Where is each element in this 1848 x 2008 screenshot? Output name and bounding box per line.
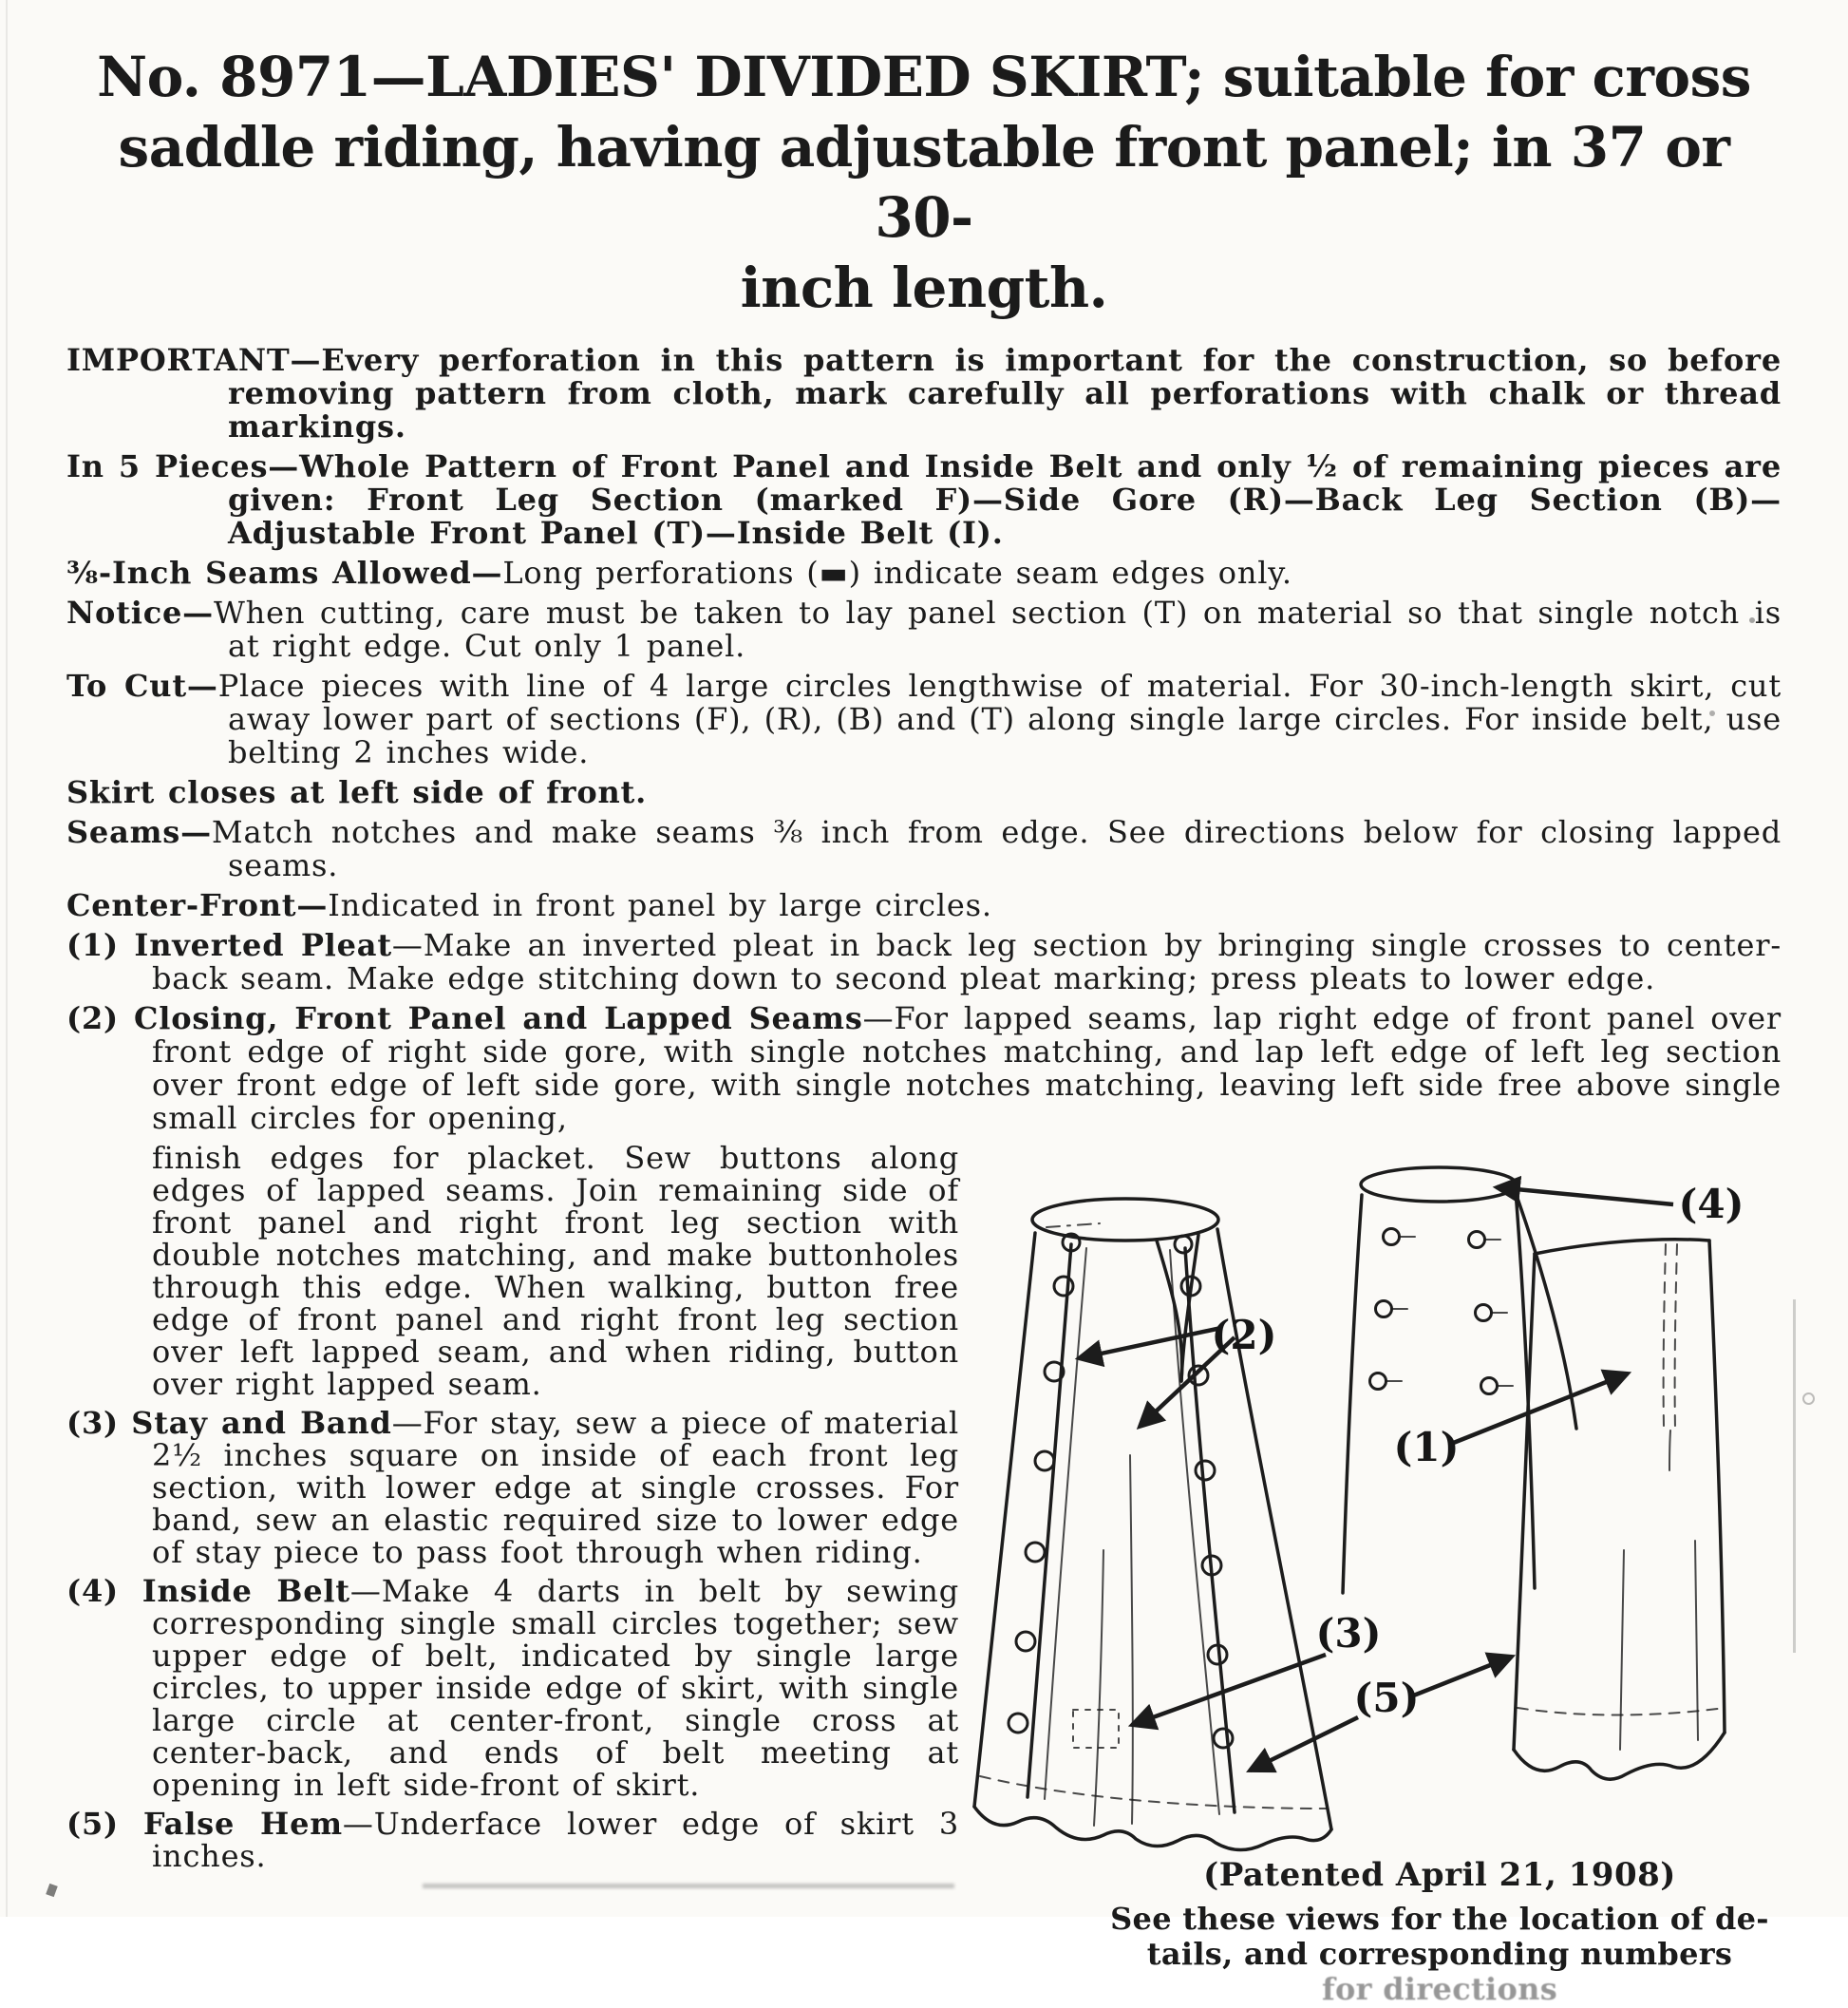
left-text-column xyxy=(66,1142,959,1879)
arrow-to-front-hem xyxy=(1250,1717,1358,1771)
pleat-seam-dashed-b xyxy=(1675,1244,1677,1429)
back-top-edge xyxy=(1535,1240,1709,1254)
step-3-text: —For stay, sew a piece of material 2½ inches square on inside of each front leg section, with lower edge at single crosses. For band, sew an elastic required size to lower edge of stay piece to pass foot through when riding. xyxy=(152,1405,959,1570)
para-center-front xyxy=(66,889,1782,922)
back-crease-a xyxy=(1620,1550,1624,1750)
scan-artifact-right-rule xyxy=(1793,1299,1796,1653)
step-2-closing-wide xyxy=(66,1002,1782,1135)
stay-dotted-square xyxy=(1073,1710,1119,1748)
step-2-label: Closing, Front Panel and Lapped Seams xyxy=(133,1000,863,1036)
arrow-to-belt xyxy=(1497,1187,1673,1204)
scan-artifact-left-edge xyxy=(6,0,8,1917)
para-center-front-label: Center-Front— xyxy=(66,887,329,923)
step-4-number: (4) xyxy=(66,1573,119,1609)
para-notice-text: When cutting, care must be taken to lay panel section (T) on material so that single notch is at right edge. Cut only 1 panel. xyxy=(213,595,1782,664)
title-line-2: saddle riding, having adjustable front panel; in 37 or 30- xyxy=(118,115,1730,250)
step-1-number: (1) xyxy=(66,927,119,963)
panel-right-seam xyxy=(1516,1191,1535,1588)
buttonhole-column-left xyxy=(1370,1229,1416,1390)
instructions-body xyxy=(66,344,1782,2008)
scan-artifact-speck xyxy=(46,1884,58,1897)
step-5-label: False Hem xyxy=(142,1806,343,1842)
arrow-to-back-hem xyxy=(1411,1657,1512,1696)
step-4-inside-belt xyxy=(66,1575,959,1801)
para-skirt-closes xyxy=(66,776,1782,809)
caption-line-3: for directions xyxy=(1321,1971,1558,2007)
para-seams-text: Match notches and make seams ⅜ inch from edge. See directions below for closing lapped seams. xyxy=(211,814,1782,883)
para-to-cut xyxy=(66,670,1782,769)
step-1-inverted-pleat xyxy=(66,929,1782,995)
waist-center-mark xyxy=(1047,1223,1100,1227)
panel-top-opening xyxy=(1361,1167,1517,1202)
step-2-number: (2) xyxy=(66,1000,119,1036)
front-panel-view xyxy=(1343,1167,1576,1593)
pleat-seam-dashed-a xyxy=(1664,1244,1666,1427)
arrow-to-pleat xyxy=(1451,1373,1628,1444)
step-4-label: Inside Belt xyxy=(141,1573,350,1609)
crease-line-b xyxy=(1094,1550,1103,1826)
step-2-text-wide: —For lapped seams, lap right edge of front panel over front edge of right side gore, with single notches matching, and lap left edge of left leg section over front edge of left side gore, with single notches matching, leaving left side free above single small circles for opening, xyxy=(152,1000,1782,1136)
step-5-text: —Underface lower edge of skirt 3 inches. xyxy=(152,1806,959,1874)
para-seams-allowed-label: ⅜-Inch Seams Allowed— xyxy=(66,555,503,591)
para-important-label: IMPORTANT— xyxy=(66,342,322,378)
back-hem-wavy xyxy=(1514,1733,1725,1779)
button-row-left xyxy=(1009,1234,1080,1733)
step-5-false-hem xyxy=(66,1808,959,1872)
scan-artifact-dot-1 xyxy=(1802,1392,1815,1405)
two-column-region xyxy=(66,1142,1782,2008)
back-right-edge xyxy=(1709,1241,1725,1733)
caption-line-2: tails, and corresponding numbers xyxy=(1146,1936,1733,1972)
title-line-1: No. 8971—LADIES' DIVIDED SKIRT; suitable for cross xyxy=(97,45,1751,109)
figure-column xyxy=(959,1142,1782,2008)
para-in-5-pieces xyxy=(66,450,1782,550)
para-notice-label: Notice— xyxy=(66,595,214,631)
hem-dashed-line xyxy=(980,1776,1328,1809)
step-2-text-narrow: finish edges for placket. Sew buttons along edges of lapped seams. Join remaining side of front panel and right front leg section with double notches matching, and make buttonholes through this edge. When walking, button free edge of front panel and right front leg section over left lapped seam, and when riding, button over right lapped seam. xyxy=(152,1140,959,1402)
step-3-label: Stay and Band xyxy=(131,1405,392,1441)
figure-callout-5: (5) xyxy=(1353,1675,1420,1721)
figure-callout-1: (1) xyxy=(1393,1424,1460,1470)
para-center-front-text: Indicated in front panel by large circles. xyxy=(328,887,992,923)
waist-opening xyxy=(1032,1199,1218,1241)
para-to-cut-label: To Cut— xyxy=(66,668,218,704)
para-important xyxy=(66,344,1782,444)
step-1-label: Inverted Pleat xyxy=(134,927,392,963)
para-seams-allowed xyxy=(66,557,1782,590)
step-3-number: (3) xyxy=(66,1405,119,1441)
para-to-cut-text: Place pieces with line of 4 large circles lengthwise of material. For 30-inch-length skirt, cut away lower part of sections (F), (R), (B) and (T) along single large circles. For inside belt, use belting 2 inches wide. xyxy=(217,668,1782,770)
step-3-stay-and-band xyxy=(66,1407,959,1568)
crease-line-a xyxy=(1130,1455,1133,1824)
buttonhole-column-right xyxy=(1469,1232,1514,1394)
para-in-5-pieces-text: Whole Pattern of Front Panel and Inside Belt and only ½ of remaining pieces are given: Front Leg Section (marked F)—Side Gore (R)—Back Leg Section (B)—Adjustable Front Panel (T)—Inside Belt (I). xyxy=(228,448,1782,551)
para-in-5-pieces-label: In 5 Pieces— xyxy=(66,448,300,484)
para-notice xyxy=(66,597,1782,663)
para-seams-allowed-text: Long perforations (▬) indicate seam edges only. xyxy=(502,555,1292,591)
pleat-seam-tail xyxy=(1669,1430,1670,1470)
hem-wavy-edge xyxy=(974,1807,1331,1850)
title-line-3: inch length. xyxy=(740,256,1108,320)
figure-callout-3: (3) xyxy=(1315,1610,1382,1657)
para-skirt-closes-label: Skirt closes at left side of front. xyxy=(66,774,648,810)
para-seams-label: Seams— xyxy=(66,814,212,850)
back-skirt-view xyxy=(1514,1240,1725,1779)
arrow-to-left-lapped-seam xyxy=(1079,1328,1221,1358)
patent-note: (Patented April 21, 1908) xyxy=(1203,1856,1676,1894)
step-1-text: —Make an inverted pleat in back leg section by bringing single crosses to center-back seam. Make edge stitching down to second pleat marking; press pleats to lower edge. xyxy=(152,927,1782,996)
page-title xyxy=(66,42,1782,323)
para-seams xyxy=(66,816,1782,882)
step-4-text: —Make 4 darts in belt by sewing corresponding single small circles together; sew upper edge of belt, indicated by single large circles, to upper inside edge of skirt, with single large circle at center-front, single cross at center-back, and ends of belt meeting at opening in left side-front of skirt. xyxy=(152,1573,959,1803)
para-important-text: Every perforation in this pattern is important for the construction, so before removing pattern from cloth, mark carefully all perforations with chalk or thread markings. xyxy=(228,342,1782,445)
figure-callout-2: (2) xyxy=(1211,1312,1277,1358)
arrow-to-stay xyxy=(1132,1655,1326,1725)
figure-callout-4: (4) xyxy=(1678,1181,1744,1227)
figure-caption xyxy=(1102,1856,1778,2007)
step-5-number: (5) xyxy=(66,1806,119,1842)
panel-left-edge xyxy=(1343,1195,1362,1593)
front-skirt-view xyxy=(974,1199,1331,1850)
front-panel-fold-b xyxy=(1181,1235,1198,1381)
caption-line-1: See these views for the location of de- xyxy=(1110,1901,1769,1937)
